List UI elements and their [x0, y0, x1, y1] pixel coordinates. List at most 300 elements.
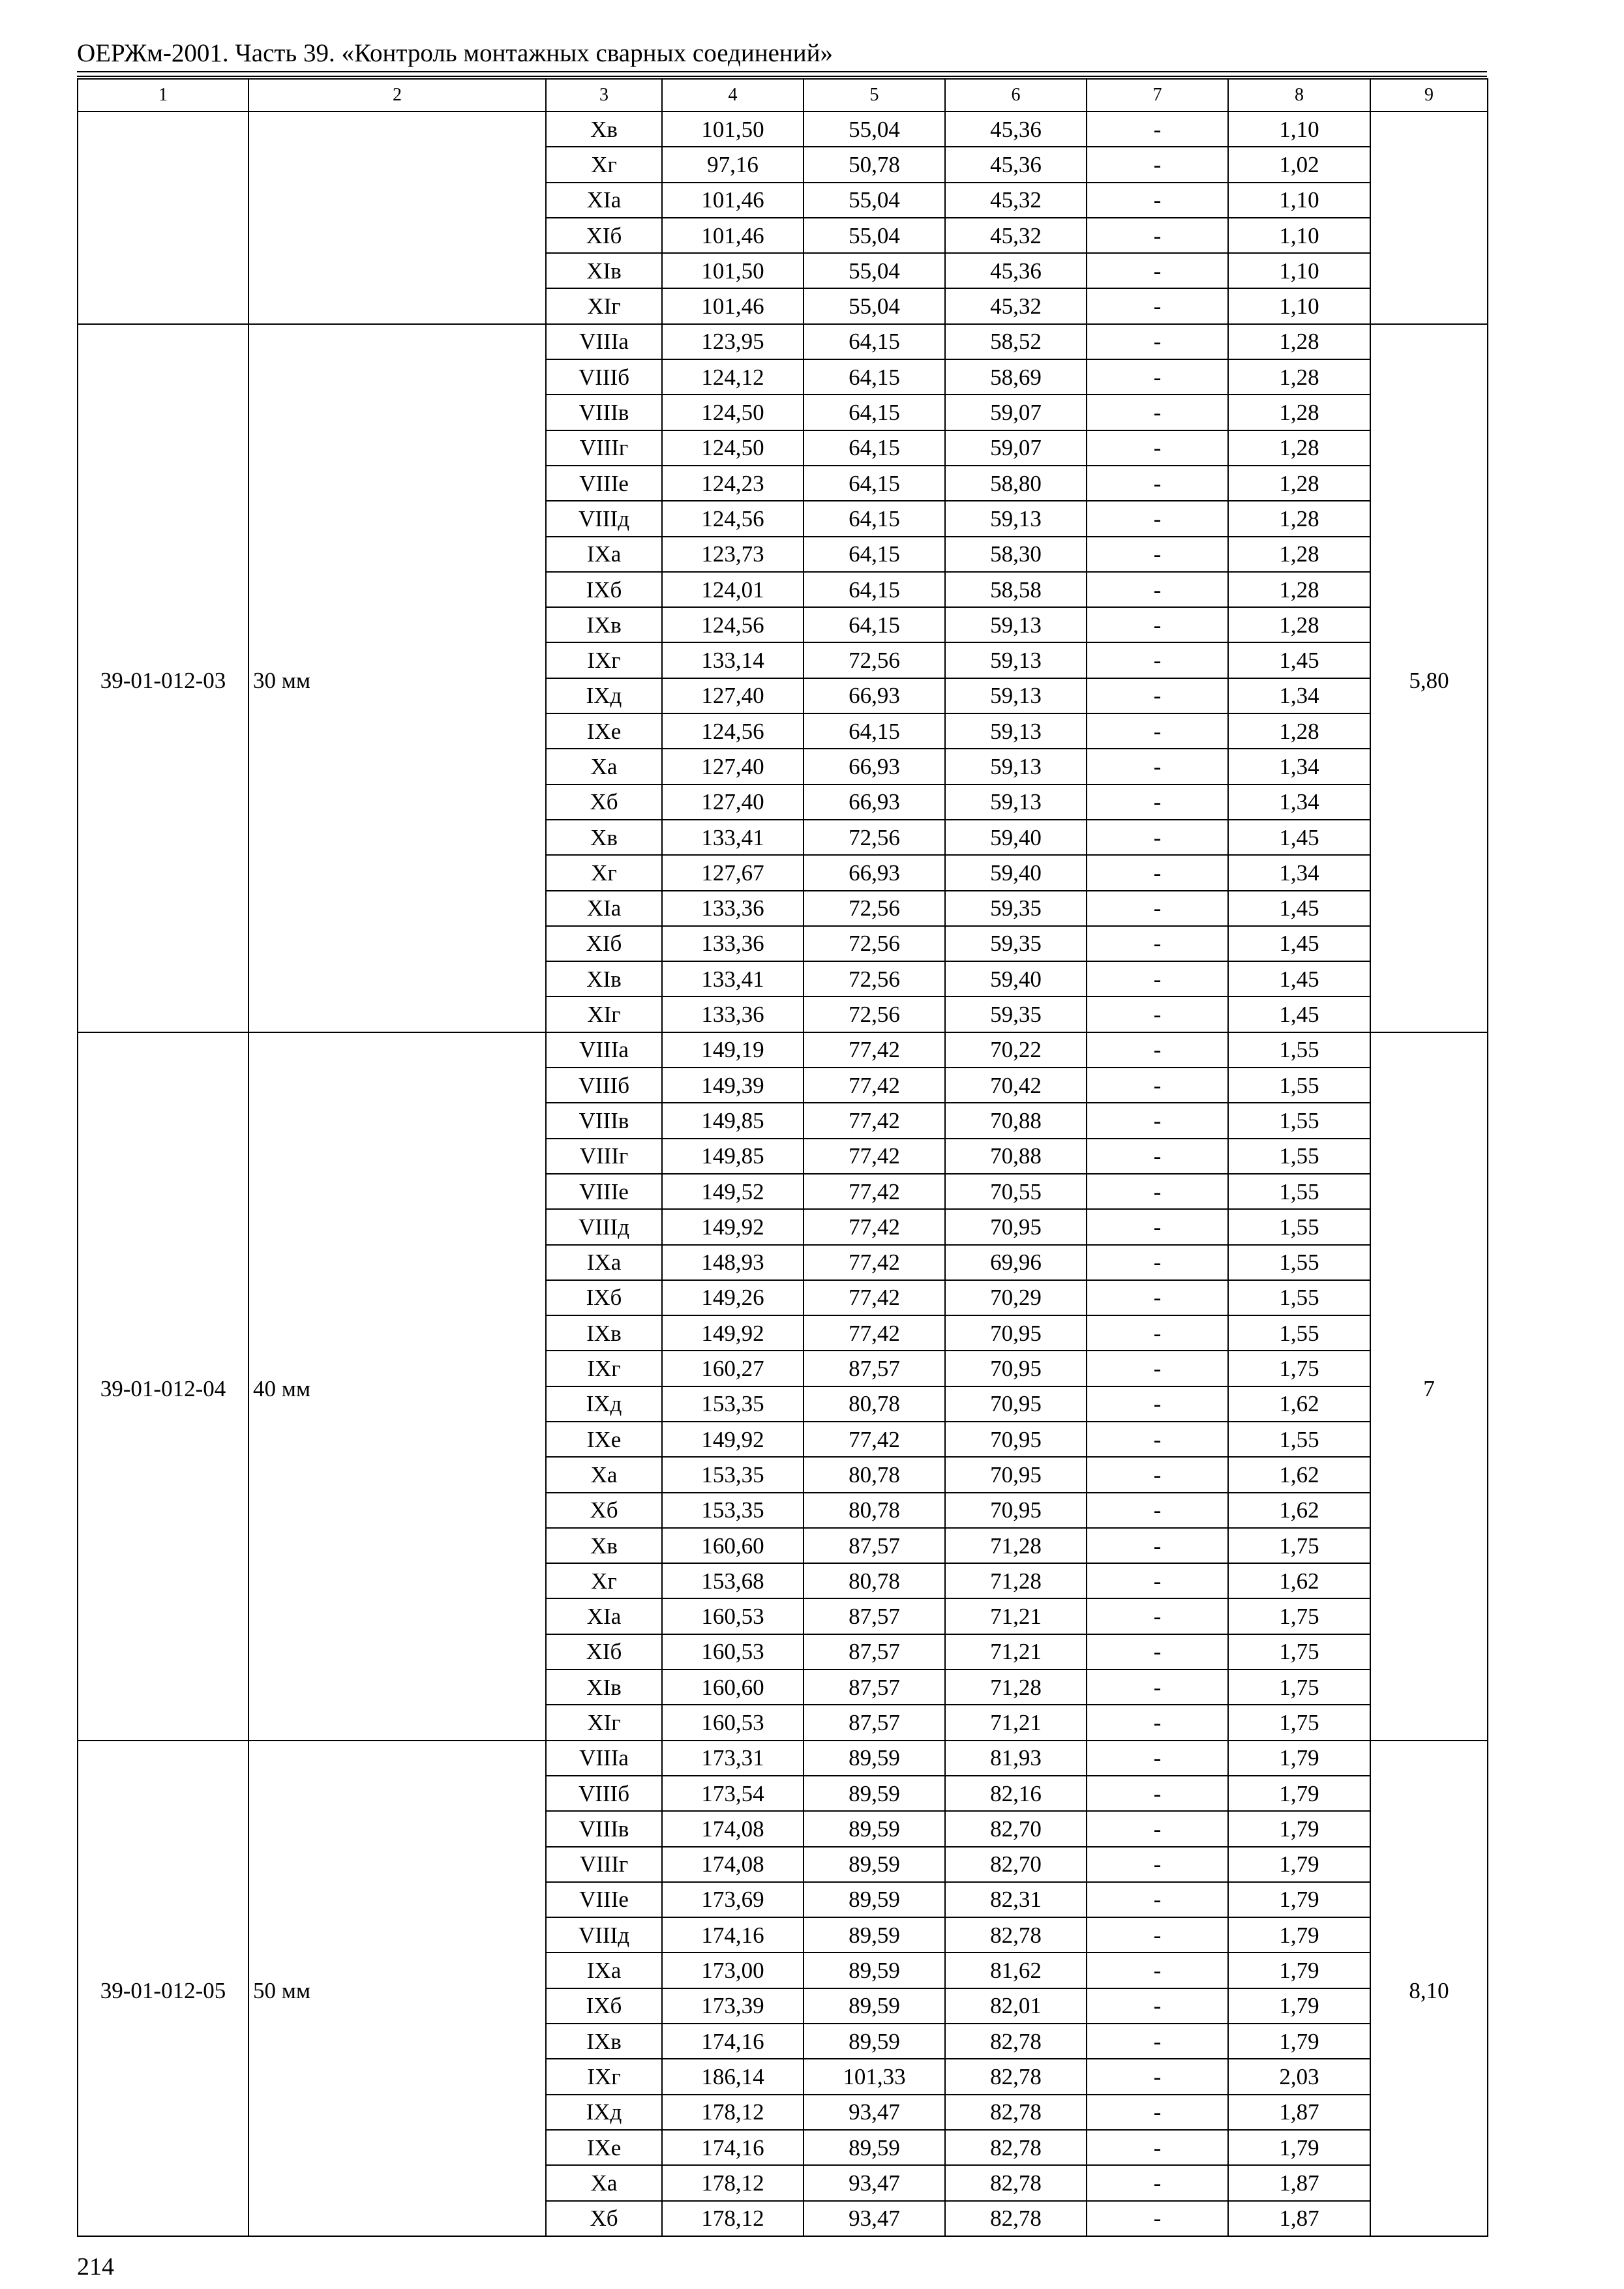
machinists-cell: - [1087, 1705, 1228, 1740]
machines-cell: 82,78 [945, 2201, 1087, 2236]
machines-cell: 82,70 [945, 1811, 1087, 1846]
machinists-cell: - [1087, 1741, 1228, 1776]
wages-cell: 64,15 [804, 501, 945, 536]
machines-cell: 45,32 [945, 288, 1087, 323]
machines-cell: 82,01 [945, 1988, 1087, 2024]
total-cell: 133,41 [662, 961, 804, 996]
total-cell: 153,68 [662, 1563, 804, 1598]
machinists-cell: - [1087, 1811, 1228, 1846]
total-cell: 133,36 [662, 926, 804, 961]
materials-cell: 1,28 [1228, 466, 1370, 501]
machines-cell: 59,13 [945, 607, 1087, 642]
materials-cell: 1,45 [1228, 820, 1370, 855]
materials-cell: 1,28 [1228, 359, 1370, 395]
wages-cell: 80,78 [804, 1563, 945, 1598]
total-cell: 127,40 [662, 785, 804, 820]
materials-cell: 1,62 [1228, 1457, 1370, 1492]
rates-table [77, 78, 1488, 2237]
subtype-cell: Хв [546, 820, 662, 855]
subtype-cell: VIIIг [546, 1139, 662, 1174]
machinists-cell: - [1087, 1351, 1228, 1386]
wages-cell: 66,93 [804, 785, 945, 820]
wages-cell: 64,15 [804, 466, 945, 501]
total-cell: 97,16 [662, 147, 804, 182]
materials-cell: 1,28 [1228, 324, 1370, 359]
materials-cell: 1,10 [1228, 253, 1370, 288]
total-cell: 160,60 [662, 1528, 804, 1563]
wages-cell: 77,42 [804, 1209, 945, 1244]
wages-cell: 101,33 [804, 2059, 945, 2094]
machines-cell: 59,13 [945, 501, 1087, 536]
machinists-cell: - [1087, 1598, 1228, 1634]
materials-cell: 1,45 [1228, 926, 1370, 961]
total-cell: 178,12 [662, 2201, 804, 2236]
machinists-cell: - [1087, 855, 1228, 890]
total-cell: 153,35 [662, 1493, 804, 1528]
materials-cell: 1,55 [1228, 1103, 1370, 1138]
materials-cell: 1,55 [1228, 1422, 1370, 1457]
total-cell: 101,50 [662, 253, 804, 288]
column-number: 6 [945, 79, 1087, 112]
machines-cell: 70,55 [945, 1174, 1087, 1209]
subtype-cell: Хб [546, 2201, 662, 2236]
materials-cell: 1,55 [1228, 1315, 1370, 1351]
wages-cell: 87,57 [804, 1351, 945, 1386]
materials-cell: 1,55 [1228, 1245, 1370, 1280]
materials-cell: 1,45 [1228, 996, 1370, 1032]
total-cell: 160,60 [662, 1669, 804, 1705]
machinists-cell: - [1087, 996, 1228, 1032]
machines-cell: 70,95 [945, 1457, 1087, 1492]
machines-cell: 59,40 [945, 961, 1087, 996]
column-number: 3 [546, 79, 662, 112]
total-cell: 149,92 [662, 1315, 804, 1351]
machinists-cell: - [1087, 395, 1228, 430]
thickness-cell: 40 мм [248, 1032, 546, 1741]
subtype-cell: IXб [546, 572, 662, 607]
machines-cell: 82,78 [945, 2024, 1087, 2059]
subtype-cell: VIIIе [546, 466, 662, 501]
machinists-cell: - [1087, 501, 1228, 536]
wages-cell: 64,15 [804, 324, 945, 359]
total-cell: 127,40 [662, 678, 804, 713]
subtype-cell: Хв [546, 1528, 662, 1563]
wages-cell: 80,78 [804, 1457, 945, 1492]
subtype-cell: IXв [546, 607, 662, 642]
machines-cell: 45,36 [945, 112, 1087, 147]
subtype-cell: ХIв [546, 253, 662, 288]
wages-cell: 87,57 [804, 1705, 945, 1740]
total-cell: 160,53 [662, 1705, 804, 1740]
machinists-cell: - [1087, 359, 1228, 395]
subtype-cell: IXг [546, 1351, 662, 1386]
materials-cell: 1,79 [1228, 1811, 1370, 1846]
machines-cell: 82,16 [945, 1776, 1087, 1811]
column-number: 4 [662, 79, 804, 112]
total-cell: 149,85 [662, 1103, 804, 1138]
total-cell: 160,27 [662, 1351, 804, 1386]
materials-cell: 2,03 [1228, 2059, 1370, 2094]
total-cell: 127,40 [662, 749, 804, 784]
wages-cell: 87,57 [804, 1528, 945, 1563]
table-row [78, 112, 1488, 147]
machinists-cell: - [1087, 183, 1228, 218]
subtype-cell: IXд [546, 678, 662, 713]
wages-cell: 87,57 [804, 1669, 945, 1705]
wages-cell: 89,59 [804, 1988, 945, 2024]
materials-cell: 1,79 [1228, 1917, 1370, 1952]
total-cell: 148,93 [662, 1245, 804, 1280]
materials-cell: 1,34 [1228, 749, 1370, 784]
total-cell: 124,12 [662, 359, 804, 395]
materials-cell: 1,75 [1228, 1634, 1370, 1669]
total-cell: 124,56 [662, 713, 804, 749]
subtype-cell: IXв [546, 2024, 662, 2059]
wages-cell: 77,42 [804, 1174, 945, 1209]
total-cell: 160,53 [662, 1634, 804, 1669]
machines-cell: 82,78 [945, 1917, 1087, 1952]
subtype-cell: VIIIб [546, 1068, 662, 1103]
machines-cell: 58,58 [945, 572, 1087, 607]
wages-cell: 72,56 [804, 996, 945, 1032]
materials-cell: 1,45 [1228, 961, 1370, 996]
subtype-cell: ХIг [546, 1705, 662, 1740]
subtype-cell: IXв [546, 1315, 662, 1351]
wages-cell: 77,42 [804, 1103, 945, 1138]
subtype-cell: IXа [546, 1952, 662, 1988]
machines-cell: 70,95 [945, 1209, 1087, 1244]
total-cell: 124,56 [662, 501, 804, 536]
machinists-cell: - [1087, 2201, 1228, 2236]
total-cell: 133,14 [662, 642, 804, 678]
machinists-cell: - [1087, 1457, 1228, 1492]
total-cell: 174,08 [662, 1847, 804, 1882]
machinists-cell: - [1087, 288, 1228, 323]
materials-cell: 1,75 [1228, 1598, 1370, 1634]
total-cell: 101,46 [662, 183, 804, 218]
subtype-cell: VIIIг [546, 430, 662, 466]
materials-cell: 1,10 [1228, 218, 1370, 253]
code-cell: 39-01-012-04 [78, 1032, 248, 1741]
subtype-cell: Хг [546, 855, 662, 890]
materials-cell: 1,34 [1228, 678, 1370, 713]
machines-cell: 82,70 [945, 1847, 1087, 1882]
machinists-cell: - [1087, 147, 1228, 182]
machines-cell: 45,36 [945, 147, 1087, 182]
machinists-cell: - [1087, 1245, 1228, 1280]
machines-cell: 71,28 [945, 1563, 1087, 1598]
subtype-cell: VIIIе [546, 1174, 662, 1209]
machines-cell: 71,28 [945, 1669, 1087, 1705]
total-cell: 149,92 [662, 1422, 804, 1457]
wages-cell: 77,42 [804, 1068, 945, 1103]
materials-cell: 1,55 [1228, 1280, 1370, 1315]
machinists-cell: - [1087, 678, 1228, 713]
wages-cell: 89,59 [804, 2024, 945, 2059]
total-cell: 133,36 [662, 996, 804, 1032]
materials-cell: 1,28 [1228, 572, 1370, 607]
wages-cell: 93,47 [804, 2095, 945, 2130]
wages-cell: 64,15 [804, 607, 945, 642]
materials-cell: 1,79 [1228, 1776, 1370, 1811]
machinists-cell: - [1087, 1032, 1228, 1068]
materials-cell: 1,75 [1228, 1351, 1370, 1386]
machines-cell: 45,36 [945, 253, 1087, 288]
machines-cell: 59,40 [945, 820, 1087, 855]
materials-cell: 1,79 [1228, 1952, 1370, 1988]
machinists-cell: - [1087, 466, 1228, 501]
materials-cell: 1,79 [1228, 2024, 1370, 2059]
machinists-cell: - [1087, 1386, 1228, 1422]
machinists-cell: - [1087, 1563, 1228, 1598]
machinists-cell: - [1087, 1776, 1228, 1811]
materials-cell: 1,87 [1228, 2095, 1370, 2130]
thickness-cell: 50 мм [248, 1741, 546, 2236]
machines-cell: 59,40 [945, 855, 1087, 890]
code-cell: 39-01-012-05 [78, 1741, 248, 2236]
column-number: 2 [248, 79, 546, 112]
subtype-cell: ХIб [546, 1634, 662, 1669]
materials-cell: 1,79 [1228, 1988, 1370, 2024]
thickness-cell [248, 112, 546, 324]
total-cell: 149,19 [662, 1032, 804, 1068]
subtype-cell: Хб [546, 1493, 662, 1528]
norm-cell: 5,80 [1370, 324, 1488, 1032]
machines-cell: 70,42 [945, 1068, 1087, 1103]
total-cell: 124,56 [662, 607, 804, 642]
total-cell: 133,41 [662, 820, 804, 855]
machines-cell: 45,32 [945, 218, 1087, 253]
materials-cell: 1,45 [1228, 642, 1370, 678]
total-cell: 186,14 [662, 2059, 804, 2094]
materials-cell: 1,10 [1228, 112, 1370, 147]
subtype-cell: IXа [546, 537, 662, 572]
wages-cell: 72,56 [804, 926, 945, 961]
total-cell: 123,95 [662, 324, 804, 359]
machinists-cell: - [1087, 112, 1228, 147]
materials-cell: 1,02 [1228, 147, 1370, 182]
machinists-cell: - [1087, 1917, 1228, 1952]
total-cell: 174,16 [662, 2130, 804, 2165]
total-cell: 178,12 [662, 2165, 804, 2200]
norm-cell: 8,10 [1370, 1741, 1488, 2236]
machinists-cell: - [1087, 891, 1228, 926]
wages-cell: 55,04 [804, 253, 945, 288]
materials-cell: 1,75 [1228, 1528, 1370, 1563]
wages-cell: 77,42 [804, 1315, 945, 1351]
subtype-cell: IXг [546, 642, 662, 678]
machines-cell: 71,21 [945, 1598, 1087, 1634]
machines-cell: 71,21 [945, 1705, 1087, 1740]
wages-cell: 89,59 [804, 1882, 945, 1917]
materials-cell: 1,45 [1228, 891, 1370, 926]
wages-cell: 64,15 [804, 359, 945, 395]
total-cell: 173,39 [662, 1988, 804, 2024]
materials-cell: 1,75 [1228, 1669, 1370, 1705]
machinists-cell: - [1087, 537, 1228, 572]
code-cell [78, 112, 248, 324]
materials-cell: 1,34 [1228, 855, 1370, 890]
total-cell: 133,36 [662, 891, 804, 926]
machines-cell: 59,13 [945, 785, 1087, 820]
machinists-cell: - [1087, 607, 1228, 642]
wages-cell: 72,56 [804, 642, 945, 678]
wages-cell: 89,59 [804, 1776, 945, 1811]
subtype-cell: VIIIа [546, 324, 662, 359]
wages-cell: 72,56 [804, 961, 945, 996]
wages-cell: 89,59 [804, 1917, 945, 1952]
wages-cell: 64,15 [804, 537, 945, 572]
machines-cell: 59,13 [945, 678, 1087, 713]
subtype-cell: Хг [546, 1563, 662, 1598]
subtype-cell: IXе [546, 2130, 662, 2165]
table-row [78, 1741, 1488, 1776]
norm-cell [1370, 112, 1488, 324]
materials-cell: 1,79 [1228, 2130, 1370, 2165]
wages-cell: 64,15 [804, 572, 945, 607]
machinists-cell: - [1087, 1139, 1228, 1174]
materials-cell: 1,28 [1228, 395, 1370, 430]
materials-cell: 1,55 [1228, 1139, 1370, 1174]
machines-cell: 59,35 [945, 996, 1087, 1032]
total-cell: 123,73 [662, 537, 804, 572]
machinists-cell: - [1087, 253, 1228, 288]
subtype-cell: IXд [546, 1386, 662, 1422]
machinists-cell: - [1087, 1315, 1228, 1351]
materials-cell: 1,87 [1228, 2165, 1370, 2200]
materials-cell: 1,55 [1228, 1032, 1370, 1068]
machinists-cell: - [1087, 2024, 1228, 2059]
wages-cell: 72,56 [804, 891, 945, 926]
norm-cell: 7 [1370, 1032, 1488, 1741]
machines-cell: 70,88 [945, 1139, 1087, 1174]
column-number: 1 [78, 79, 248, 112]
total-cell: 124,01 [662, 572, 804, 607]
machines-cell: 82,78 [945, 2095, 1087, 2130]
subtype-cell: Ха [546, 749, 662, 784]
machinists-cell: - [1087, 642, 1228, 678]
materials-cell: 1,10 [1228, 183, 1370, 218]
running-header: ОЕРЖм-2001. Часть 39. «Контроль монтажных сварных соединений» [77, 39, 833, 67]
wages-cell: 55,04 [804, 218, 945, 253]
machines-cell: 81,93 [945, 1741, 1087, 1776]
wages-cell: 55,04 [804, 183, 945, 218]
total-cell: 149,85 [662, 1139, 804, 1174]
subtype-cell: VIIIв [546, 1103, 662, 1138]
subtype-cell: ХIб [546, 218, 662, 253]
machinists-cell: - [1087, 926, 1228, 961]
subtype-cell: IXг [546, 2059, 662, 2094]
total-cell: 149,52 [662, 1174, 804, 1209]
materials-cell: 1,62 [1228, 1563, 1370, 1598]
materials-cell: 1,79 [1228, 1882, 1370, 1917]
machines-cell: 82,31 [945, 1882, 1087, 1917]
wages-cell: 64,15 [804, 430, 945, 466]
wages-cell: 55,04 [804, 112, 945, 147]
wages-cell: 80,78 [804, 1386, 945, 1422]
column-number-row [78, 79, 1488, 112]
column-number: 8 [1228, 79, 1370, 112]
wages-cell: 50,78 [804, 147, 945, 182]
materials-cell: 1,75 [1228, 1705, 1370, 1740]
machines-cell: 70,88 [945, 1103, 1087, 1138]
wages-cell: 89,59 [804, 2130, 945, 2165]
machines-cell: 71,28 [945, 1528, 1087, 1563]
machines-cell: 81,62 [945, 1952, 1087, 1988]
subtype-cell: Хв [546, 112, 662, 147]
total-cell: 124,50 [662, 395, 804, 430]
wages-cell: 89,59 [804, 1741, 945, 1776]
subtype-cell: Хг [546, 147, 662, 182]
subtype-cell: VIIIа [546, 1032, 662, 1068]
machinists-cell: - [1087, 2059, 1228, 2094]
wages-cell: 64,15 [804, 713, 945, 749]
subtype-cell: VIIIб [546, 359, 662, 395]
machinists-cell: - [1087, 1280, 1228, 1315]
materials-cell: 1,28 [1228, 607, 1370, 642]
wages-cell: 77,42 [804, 1139, 945, 1174]
materials-cell: 1,87 [1228, 2201, 1370, 2236]
machines-cell: 58,69 [945, 359, 1087, 395]
machinists-cell: - [1087, 749, 1228, 784]
subtype-cell: ХIа [546, 183, 662, 218]
wages-cell: 80,78 [804, 1493, 945, 1528]
subtype-cell: ХIг [546, 288, 662, 323]
total-cell: 149,92 [662, 1209, 804, 1244]
machinists-cell: - [1087, 1422, 1228, 1457]
subtype-cell: VIIIб [546, 1776, 662, 1811]
header-rule-bottom [77, 76, 1487, 77]
machinists-cell: - [1087, 1174, 1228, 1209]
machinists-cell: - [1087, 324, 1228, 359]
machinists-cell: - [1087, 1882, 1228, 1917]
subtype-cell: Хб [546, 785, 662, 820]
subtype-cell: VIIIв [546, 395, 662, 430]
wages-cell: 72,56 [804, 820, 945, 855]
wages-cell: 87,57 [804, 1634, 945, 1669]
machinists-cell: - [1087, 2165, 1228, 2200]
wages-cell: 93,47 [804, 2165, 945, 2200]
total-cell: 124,23 [662, 466, 804, 501]
subtype-cell: IXе [546, 1422, 662, 1457]
wages-cell: 66,93 [804, 749, 945, 784]
subtype-cell: IXа [546, 1245, 662, 1280]
subtype-cell: VIIIг [546, 1847, 662, 1882]
total-cell: 174,08 [662, 1811, 804, 1846]
total-cell: 101,50 [662, 112, 804, 147]
machines-cell: 70,95 [945, 1315, 1087, 1351]
subtype-cell: ХIв [546, 1669, 662, 1705]
materials-cell: 1,79 [1228, 1741, 1370, 1776]
total-cell: 101,46 [662, 288, 804, 323]
materials-cell: 1,28 [1228, 537, 1370, 572]
machinists-cell: - [1087, 961, 1228, 996]
machines-cell: 71,21 [945, 1634, 1087, 1669]
materials-cell: 1,55 [1228, 1068, 1370, 1103]
wages-cell: 87,57 [804, 1598, 945, 1634]
column-number: 5 [804, 79, 945, 112]
wages-cell: 77,42 [804, 1032, 945, 1068]
machines-cell: 59,13 [945, 713, 1087, 749]
total-cell: 173,54 [662, 1776, 804, 1811]
machinists-cell: - [1087, 785, 1228, 820]
subtype-cell: IXд [546, 2095, 662, 2130]
machines-cell: 58,30 [945, 537, 1087, 572]
subtype-cell: IXб [546, 1280, 662, 1315]
machines-cell: 70,95 [945, 1422, 1087, 1457]
machinists-cell: - [1087, 713, 1228, 749]
total-cell: 173,69 [662, 1882, 804, 1917]
